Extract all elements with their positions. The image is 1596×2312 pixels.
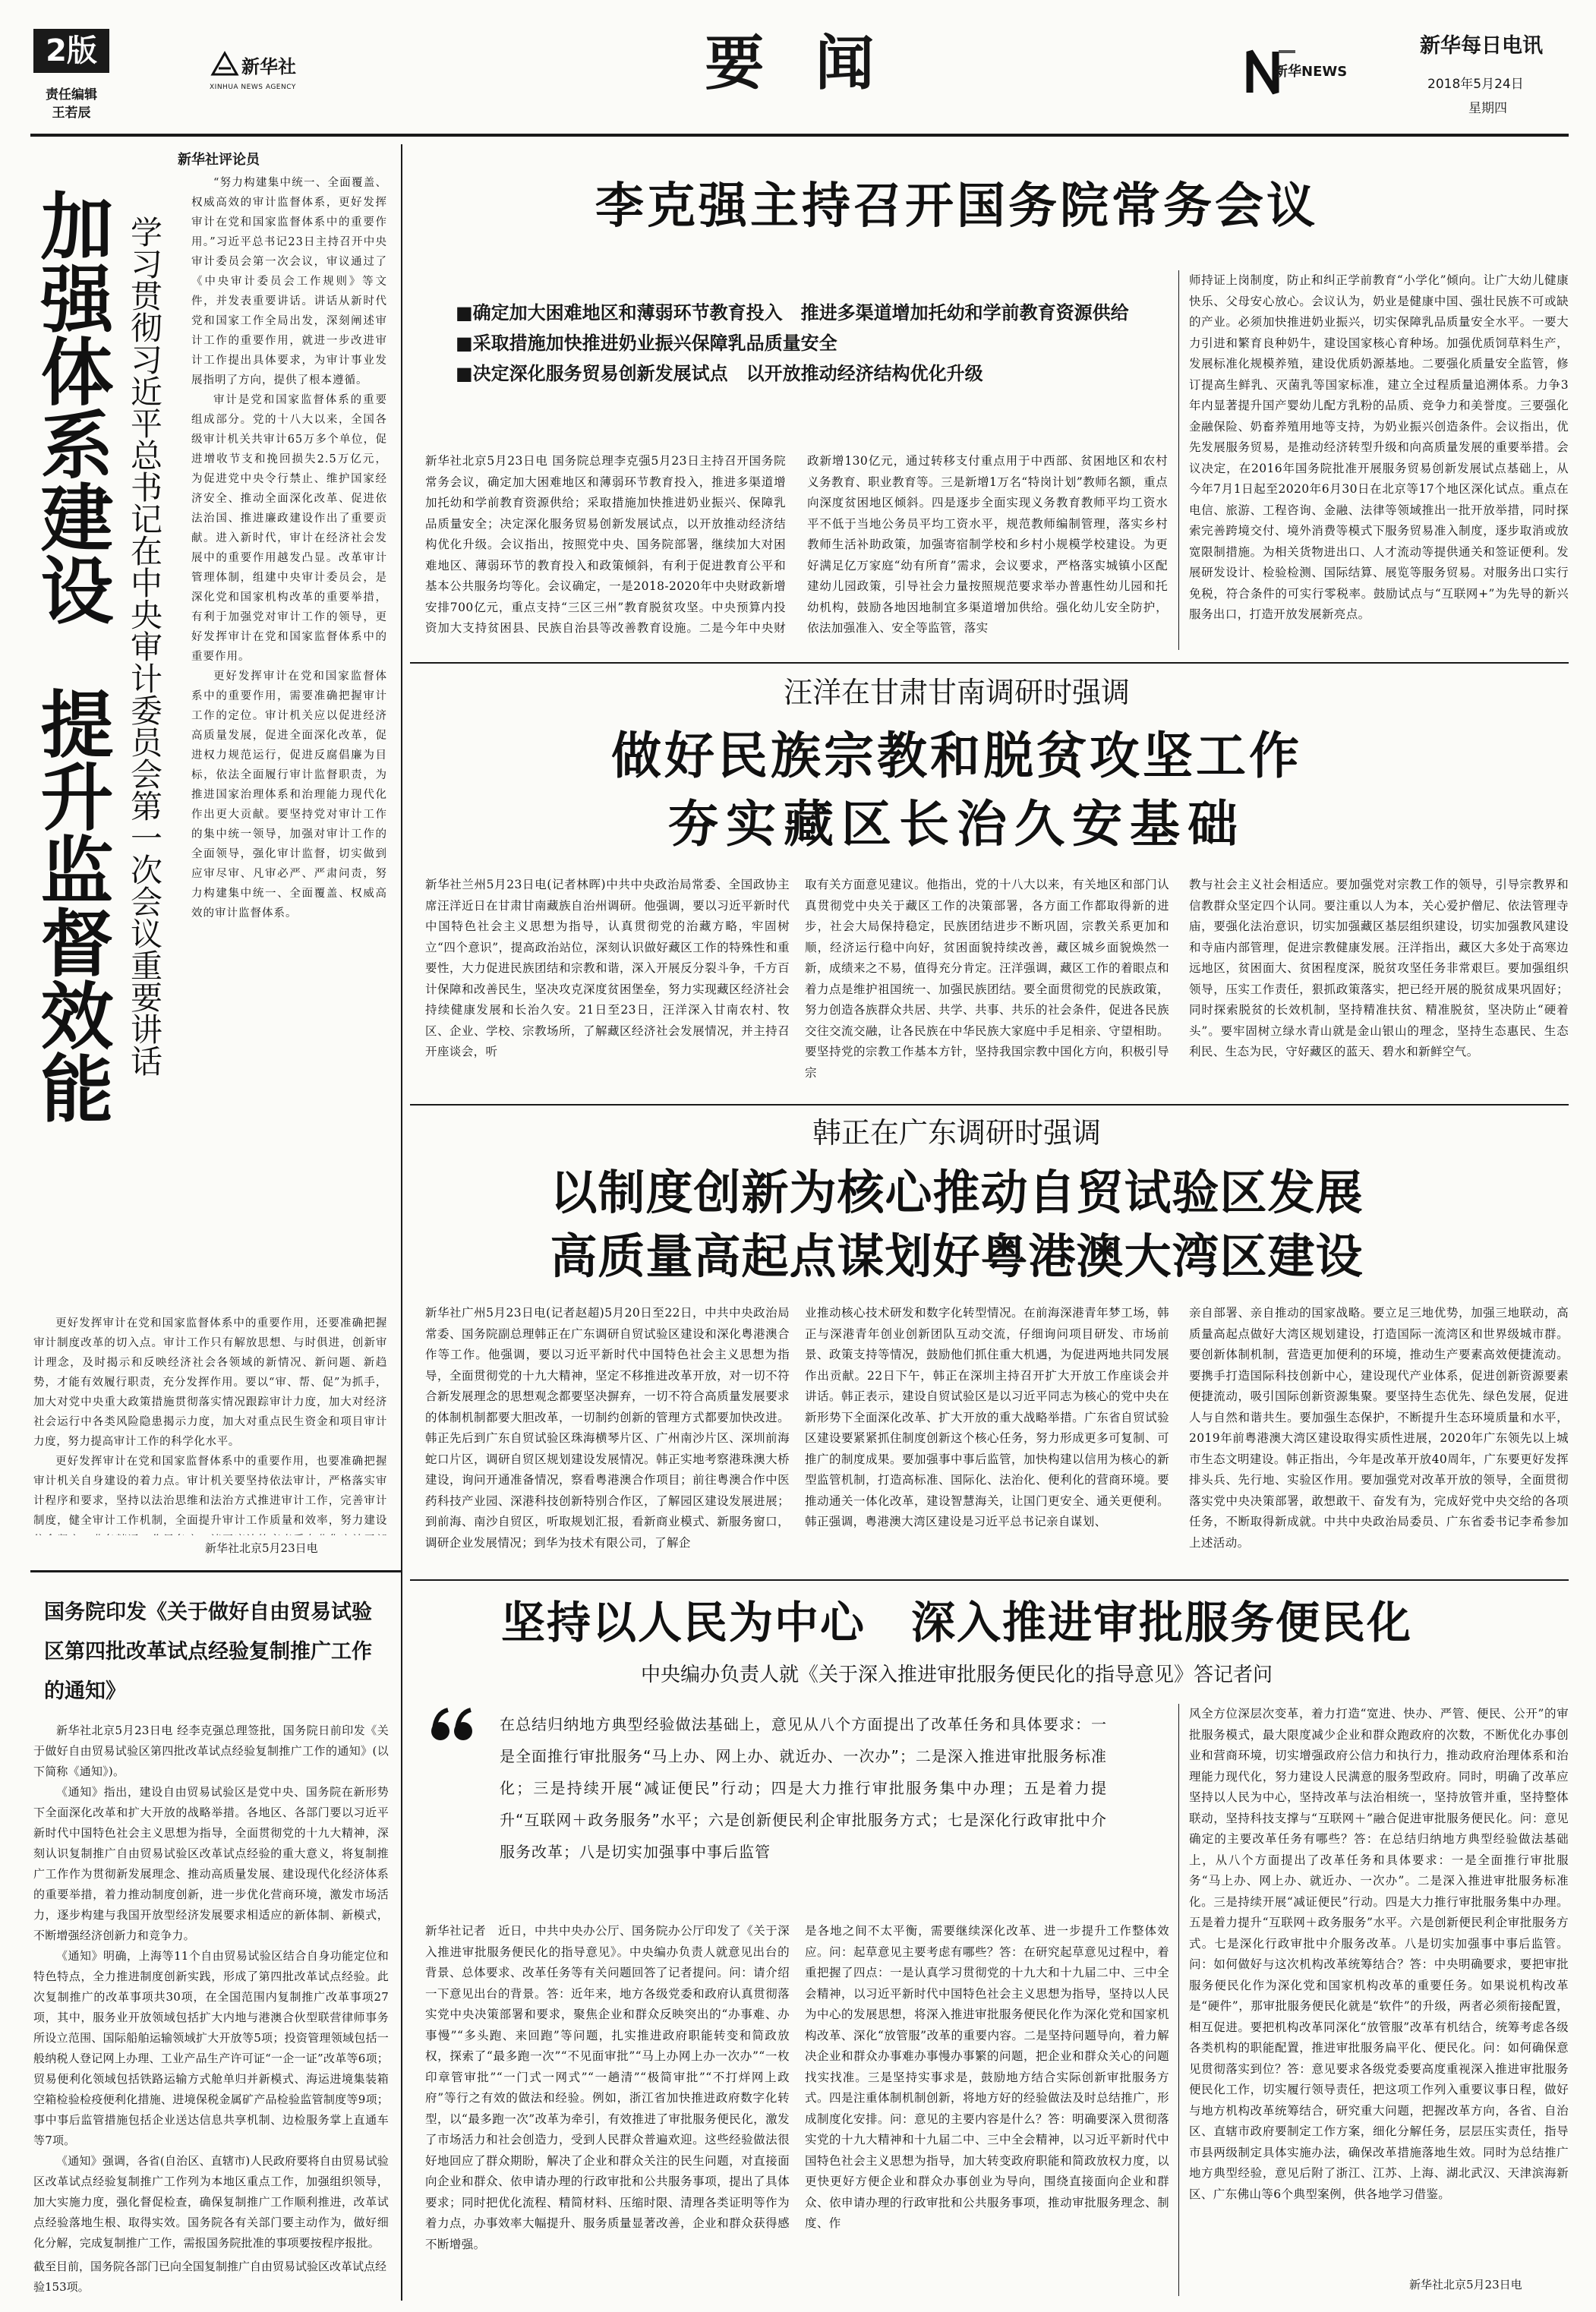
left-divider	[401, 144, 402, 2301]
paragraph: 审计是党和国家监督体系的重要组成部分。党的十八大以来，全国各级审计机关共审计65万多个单位，促进增收节支和挽回损失2.5万亿元，为促进党中央令行禁止、维护国家经济安全、推动全面深化改革、促进依法治国、推进廉政建设作出了重要贡献。进入新时代，审计在经济社会发展中的重要作用越发凸显。改革审计管理体制，组建中央审计委员会，是深化党和国家机构改革的重要举措，有利于加强党对审计工作的领导，更好发挥审计在党和国家监督体系中的重要作用。	[191, 394, 387, 663]
bullet: ■采取措施加快推进奶业振兴保障乳品质量安全	[456, 333, 837, 354]
news-logo-text: 新华NEWS	[1274, 64, 1348, 80]
article4-col2: 是各地之间不太平衡，需要继续深化改革、进一步提升工作整体效应。问：起草意见主要考虑有哪些？答：在研究起草意见过程中，着重把握了四点：一是认真学习贯彻党的十九大和十九届二中、三中全会精神，以习近平新时代中国特色社会主义思想为指导，坚持以人民为中心的发展思想，将深入推进审批服务便民化作为深化党和国家机构改革、深化“放管服”改革的重要内容。二是坚持问题导向，着力解决企业和群众办事难办事慢办事繁的问题，把企业和群众关心的问题找实找准。三是坚持实事求是，鼓励地方结合实际创新审批服务方式。四是注重体制机制创新，将地方好的经验做法及时总结推广，形成制度化安排。问：意见的主要内容是什么？答：明确要深入贯彻落实党的十九大精神和十九届二中、三中全会精神，以习近平新时代中国特色社会主义思想为指导，加大转变政府职能和简政放权力度，以更快更好方便企业和群众办事创业为导向，围绕直接面向企业和群众、依申请办理的行政审批和公共服务事项，推动审批服务理念、制度、作	[805, 1924, 1169, 2230]
article3-col1: 新华社广州5月23日电(记者赵超)5月20日至22日，中共中央政治局常委、国务院副总理韩正在广东调研自贸试验区建设和深化粤港澳合作等工作。他强调，要以习近平新时代中国特色社会主义思想为指导，全面贯彻党的十九大精神，坚定不移推进改革开放，对一切不符合新发展理念的思想观念都要坚决摒弃，一切不符合高质量发展要求的体制机制都要大胆改革，一切制约创新的管理方式都要加快改进。韩正先后到广东自贸试验区珠海横琴片区、广州南沙片区、深圳前海蛇口片区，调研自贸区规划建设发展情况。韩正实地考察港珠澳大桥建设，询问开通准备情况，察看粤港澳合作项目；前往粤澳合作中医药科技产业园、深港科技创新特别合作区，了解园区建设发展进展；到前海、南沙自贸区，听取规划汇报，看新商业模式、新服务窗口，调研企业发展情况；到华为技术有限公司，了解企	[425, 1306, 790, 1550]
article4-col3: 风全方位深层次变革，着力打造“宽进、快办、严管、便民、公开”的审批服务模式，最大限度减少企业和群众跑政府的次数，不断优化办事创业和营商环境，切实增强政府公信力和执行力，推动政府治理体系和治理能力现代化，努力建设人民满意的服务型政府。同时，明确了改革应坚持以人民为中心，坚持改革与法治相统一，坚持放管并重，坚持整体联动，坚持科技支撑与“互联网＋”融合促进审批服务便民化。问：意见确定的主要改革任务有哪些？答：在总结归纳地方典型经验做法基础上，从八个方面提出了改革任务和具体要求：一是全面推行审批服务“马上办、网上办、就近办、一次办”。二是深入推进审批服务标准化。三是持续开展“减证便民”行动。四是大力推行审批服务集中办理。五是着力提升“互联网＋政务服务”水平。六是创新便民利企审批服务方式。七是深化行政审批中介服务改革。八是切实加强事中事后监管。问：如何做好与这次机构改革统筹结合？答：中央明确要求，要把审批服务便民化作为深化党和国家机构改革的重要任务。如果说机构改革是“硬件”，那审批服务便民化就是“软件”的升级，两者必须衔接配置，相互促进。要把机构改革同深化“放管服”改革有机结合，统筹考虑各级各类机构的职能配置，推进审批服务扁平化、便民化。问：如何确保意见贯彻落实到位？答：意见要求各级党委要高度重视深入推进审批服务便民化工作，切实履行领导责任，把这项工作列入重要议事日程，做好与地方机构改革统筹结合，研究重大问题，把握改革方向，各省、自治区、直辖市政府要制定工作方案，细化分解任务，层层压实责任，指导市县两级制定具体实施办法，确保改革措施落地生效。同时为总结推广地方典型经验，意见后附了浙江、江苏、上海、湖北武汉、天津滨海新区、广东佛山等6个典型案例，供各地学习借鉴。	[1189, 1707, 1569, 2201]
article2-rule	[410, 1104, 1569, 1106]
news-logo	[1245, 43, 1348, 111]
paragraph: 《通知》指出，建设自由贸易试验区是党中央、国务院在新形势下全面深化改革和扩大开放的战略举措。各地区、各部门要以习近平新时代中国特色社会主义思想为指导，全面贯彻党的十九大精神，深刻认识复制推广自由贸易试验区改革试点经验的重大意义，将复制推广工作作为贯彻新发展理念、推动高质量发展、建设现代化经济体系的重要举措，着力推动制度创新，进一步优化营商环境，激发市场活力，逐步构建与我国开放型经济发展要求相适应的新体制、新模式，不断增强经济创新力和竞争力。	[33, 1785, 389, 1942]
commentary-byline: 新华社评论员	[178, 152, 260, 168]
article1-title: 李克强主持召开国务院常务会议	[595, 178, 1318, 235]
article4-quote: 在总结归纳地方典型经验做法基础上，意见从八个方面提出了改革任务和具体要求：一是全面推行审批服务“马上办、网上办、就近办、一次办”；二是深入推进审批服务标准化；三是持续开展“减证便民”行动；四是大力推行审批服务集中办理；五是着力提升“互联网＋政务服务”水平；六是创新便民利企审批服务方式；七是深化行政审批中介服务改革；八是切实加强事中事后监管	[500, 1715, 1107, 1861]
article3-kicker: 韩正在广东调研时强调	[812, 1116, 1101, 1150]
article3-col2: 业推动核心技术研发和数字化转型情况。在前海深港青年梦工场，韩正与深港青年创业创新团队互动交流，仔细询问项目研发、市场前景、政策支持等情况，鼓励他们抓住重大机遇，为促进两地共同发展作出贡献。22日下午，韩正在深圳主持召开扩大开放工作座谈会并讲话。韩正表示，建设自贸试验区是以习近平同志为核心的党中央在新形势下全面深化改革、扩大开放的重大战略举措。广东省自贸试验区建设要紧紧抓住制度创新这个核心任务，努力形成更多可复制、可推广的制度成果。要加强事中事后监管，加快构建以信用为核心的新型监管机制，打造高标准、国际化、法治化、便利化的营商环境。要推动通关一体化改革，建设智慧海关，让国门更安全、通关更便利。韩正强调，粤港澳大湾区建设是习近平总书记亲自谋划、	[805, 1306, 1169, 1528]
page-number: 2版	[33, 29, 109, 73]
editor-label: 责任编辑	[46, 87, 97, 103]
article4-col1: 新华社记者 近日，中共中央办公厅、国务院办公厅印发了《关于深入推进审批服务便民化的指导意见》。中央编办负责人就意见出台的背景、总体要求、改革任务等有关问题回答了记者提问。问：请介绍一下意见出台的背景。答：近年来，地方各级党委和政府认真贯彻落实党中央决策部署和要求，聚焦企业和群众反映突出的“办事难、办事慢”“多头跑、来回跑”等问题，扎实推进政府职能转变和简政放权，探索了“最多跑一次”“不见面审批”“马上办网上办一次办”“一枚印章管审批”“一门式一网式”“一趟清”“极简审批”“不打烊网上政府”等行之有效的做法和经验。例如，浙江省加快推进政府数字化转型，以“最多跑一次”改革为牵引，有效推进了审批服务便民化，激发了市场活力和社会创造力，受到人民群众普遍欢迎。这些经验做法很好地回应了群众期盼，解决了企业和群众关注的民生问题，对直接面向企业和群众、依申请办理的行政审批和公共服务事项，提出了具体要求；同时把优化流程、精简材料、压缩时限、清理各类证明等作为着力点，办事效率大幅提升、服务质量显著改善，企业和群众获得感不断增强。	[425, 1924, 790, 2251]
article1-bullets	[456, 298, 1169, 389]
article1-col1: 新华社北京5月23日电 国务院总理李克强5月23日主持召开国务院常务会议，确定加大困难地区和薄弱环节教育投入，推进多渠道增加托幼和学前教育资源供给；采取措施加快推进奶业振兴、保障乳品质量安全；决定深化服务贸易创新发展试点，以开放推动经济结构优化升级。会议指出，按照党中央、国务院部署，继续加大对困难地区、薄弱环节的教育投入和政策倾斜，有利于促进教育公平和基本公共服务均等化。会议确定，一是2018-2020年中央财政新增安排700亿元，重点支持“三区三州”教育脱贫攻坚。中央预算内投资加大支持贫困县、民族自治县等改善教育设施。二是今年中央财政新增130亿元，通过转移支付重点用于中西部、贫困地区和农村义务教育、职业教育等。三是新增1万名“特岗计划”教师名额，重点向深度贫困地区倾斜。四是逐步全面实现义务教育教师平均工资水平不低于当地公务员平均工资水平，规范教师编制管理，落实乡村教师生活补助政策，加强寄宿制学校和乡村小规模学校建设。为更好满足亿万家庭“幼有所育”需求，会议要求，严格落实城镇小区配建幼儿园政策，引导社会力量按照规范要求举办普惠性幼儿园和托幼机构，鼓励各地因地制宜多渠道增加供给。强化幼儿安全防护，依法加强准入、安全等监管，落实	[425, 454, 1168, 635]
article3-title-2: 高质量高起点谋划好粤港澳大湾区建设	[550, 1229, 1364, 1284]
article2-col1: 新华社兰州5月23日电(记者林晖)中共中央政治局常委、全国政协主席汪洋近日在甘肃甘南藏族自治州调研。他强调，要以习近平新时代中国特色社会主义思想为指导，认真贯彻党的治藏方略，牢固树立“四个意识”，提高政治站位，深刻认识做好藏区工作的特殊性和重要性，大力促进民族团结和宗教和谐，深入开展反分裂斗争，千方百计保障和改善民生，坚决攻克深度贫困堡垒，努力实现藏区经济社会持续健康发展和长治久安。21日至23日，汪洋深入甘南农村、牧区、企业、学校、宗教场所，了解藏区经济社会发展情况，并主持召开座谈会，听	[425, 878, 790, 1058]
article1-col2: 师持证上岗制度，防止和纠正学前教育“小学化”倾向。让广大幼儿健康快乐、父母安心放心。会议认为，奶业是健康中国、强壮民族不可或缺的产业。必须加快推进奶业振兴，切实保障乳品质量安全水平。一要大力引进和繁育良种奶牛，建设国家核心育种场。加强优质饲草料生产，发展标准化规模养殖，建设优质奶源基地。二要强化质量安全监管，修订提高生鲜乳、灭菌乳等国家标准，建立全过程质量追溯体系。力争3年内显著提升国产婴幼儿配方乳粉的品质、竞争力和美誉度。三要强化金融保险、奶畜养殖用地等支持，为奶业振兴创造条件。会议指出，优先发展服务贸易，是推动经济转型升级和向高质量发展的重要举措。会议决定，在2016年国务院批准开展服务贸易创新发展试点基础上，从今年7月1日起至2020年6月30日在北京等17个地区深化试点。重点在电信、旅游、工程咨询、金融、法律等领域推出一批开放举措，同时探索完善跨境交付、境外消费等模式下服务贸易准入制度，逐步取消或放宽限制措施。为相关货物进出口、人才流动等提供通关和签证便利。发展研发设计、检验检测、国际结算、展览等服务贸易。对服务出口实行免税，符合条件的可实行零税率。鼓励试点与“互联网+”为先导的新兴服务出口，打造开放发展新亮点。	[1189, 273, 1569, 621]
article4-subtitle: 中央编办负责人就《关于深入推进审批服务便民化的指导意见》答记者问	[640, 1664, 1273, 1686]
article4-title: 坚持以人民为中心 深入推进审批服务便民化	[500, 1597, 1412, 1648]
masthead	[0, 0, 1596, 134]
bullet: ■决定深化服务贸易创新发展试点 以开放推动经济结构优化升级	[456, 363, 983, 384]
article4-column-rule	[1178, 1704, 1179, 2296]
paragraph: 《通知》强调，各省(自治区、直辖市)人民政府要将自由贸易试验区改革试点经验复制推广工作列为本地区重点工作，加强组织领导，加大实施力度，强化督促检查，确保复制推广工作顺利推进，改革试点经验落地生根、取得实效。国务院各有关部门要主动作为，做好细化分解，完成复制推广工作，需报国务院批准的事项要按程序报批。	[33, 2154, 389, 2250]
issue-date: 2018年5月24日	[1427, 77, 1524, 92]
notice-body	[33, 1721, 389, 2252]
article4-signoff: 新华社北京5月23日电	[1409, 2278, 1522, 2291]
paper-name: 新华每日电讯	[1420, 34, 1543, 58]
commentary-title-2: 提升监督效能	[29, 686, 114, 1124]
xinhua-logo	[210, 46, 296, 106]
notice-title: 国务院印发《关于做好自由贸易试验区第四批改革试点经验复制推广工作的通知》	[44, 1601, 372, 1703]
article4-quote-box	[425, 1704, 1169, 1909]
paragraph: 《通知》明确，上海等11个自由贸易试验区结合自身功能定位和特色特点，全力推进制度创新实践，形成了第四批改革试点经验。此次复制推广的改革事项共30项，在全国范围内复制推广改革事项27项，其中，服务业开放领域包括扩大内地与港澳合伙型联营律师事务所设立范围、国际船舶运输领域扩大开放等5项；投资管理领域包括一般纳税人登记网上办理、工业产品生产许可证“一企一证”改革等6项；贸易便利化领域包括铁路运输方式舱单归并新模式、海运进境集装箱空箱检验检疫便利化措施、进境保税金属矿产品检验监管制度等9项；事中事后监管措施包括企业送达信息共享机制、边检服务掌上直通车等7项。	[33, 1949, 389, 2147]
notice-signoff: 截至目前，国务院各部门已向全国复制推广自由贸易试验区改革试点经验153项。	[33, 2260, 387, 2294]
article3-col3: 亲自部署、亲自推动的国家战略。要立足三地优势，加强三地联动，高质量高起点做好大湾区规划建设，打造国际一流湾区和世界级城市群。要创新体制机制，营造更加便利的环境，推动生产要素高效便捷流动。要携手打造国际科技创新中心，建设现代产业体系，促进创新资源要素便捷流动，吸引国际创新资源集聚。要坚持生态优先、绿色发展，促进人与自然和谐共生。要加强生态保护，不断提升生态环境质量和水平，2019年前粤港澳大湾区建设取得实质性进展，2020年广东领先以上城市生态文明建设。韩正指出，今年是改革开放40周年，广东要更好发挥排头兵、先行地、实验区作用。要加强党对改革开放的领导，全面贯彻落实党中央决策部署，敢想敢干、奋发有为，完成好党中央交给的各项任务，不断取得新成就。中共中央政治局委员、广东省委书记李希参加上述活动。	[1189, 1306, 1569, 1550]
left-column-rule	[30, 1570, 401, 1572]
article2-col2: 取有关方面意见建议。他指出，党的十八大以来，有关地区和部门认真贯彻党中央关于藏区工作的决策部署，各方面工作都取得新的进步，社会大局保持稳定，民族团结进步不断巩固，宗教关系更加和顺，经济运行稳中向好，贫困面貌持续改善，藏区城乡面貌焕然一新，成绩来之不易，值得充分肯定。汪洋强调，藏区工作的着眼点和着力点是维护祖国统一、加强民族团结。要全面贯彻党的民族政策，努力创造各族群众共居、共学、共事、共乐的社会条件，促进各民族交往交流交融，让各民族在中华民族大家庭中手足相亲、守望相助。要坚持党的宗教工作基本方针，坚持我国宗教中国化方向，积极引导宗	[805, 878, 1169, 1080]
paragraph: 更好发挥审计在党和国家监督体系中的重要作用，还要准确把握审计制度改革的切入点。审计工作只有解放思想、与时俱进，创新审计理念，及时揭示和反映经济社会各领域的新情况、新问题、新趋势，才能有效履行职责，充分发挥作用。要以“审、帮、促”为抓手，加大对党中央重大政策措施贯彻落实情况跟踪审计力度，加大对经济社会运行中各类风险隐患揭示力度，加大对重点民生资金和项目审计力度，努力提高审计工作的科学化水平。	[33, 1317, 387, 1448]
commentary-subtitle: 学习贯彻习近平总书记在中央审计委员会第一次会议重要讲话	[126, 216, 163, 1077]
article2-kicker: 汪洋在甘肃甘南调研时强调	[783, 676, 1130, 709]
editor-name: 王若辰	[52, 106, 91, 121]
quote-mark-icon	[430, 1707, 477, 1746]
commentary-col2	[33, 1314, 387, 1535]
paragraph: “努力构建集中统一、全面覆盖、权威高效的审计监督体系，更好发挥审计在党和国家监督体系中的重要作用。”习近平总书记23日主持召开中央审计委员会第一次会议，审议通过了《中央审计委员会工作规则》等文件，并发表重要讲话。讲话从新时代党和国家工作全局出发，深刻阐述审计工作的重要作用，就进一步改进审计工作提出具体要求，为审计事业发展指明了方向，提供了根本遵循。	[191, 177, 387, 386]
bullet: ■确定加大困难地区和薄弱环节教育投入 推进多渠道增加托幼和学前教育资源供给	[456, 302, 1129, 323]
section-title: 要 闻	[705, 30, 890, 98]
paragraph: 更好发挥审计在党和国家监督体系中的重要作用，也要准确把握审计机关自身建设的着力点。审计机关要坚持依法审计，严格落实审计程序和要求，坚持以法治思维和法治方式推进审计工作，完善审计制度，健全审计工作机制，全面提升审计工作质量和效率，努力建设	[33, 1456, 387, 1527]
article2-title-2: 夯实藏区长治久安基础	[668, 795, 1245, 853]
article2-col3: 教与社会主义社会相适应。要加强党对宗教工作的领导，引导宗教界和信教群众坚定四个认同。要注重以人为本，关心爱护僧尼、依法管理寺庙，要强化法治意识，切实加强藏区基层组织建设，切实加强教风建设和寺庙内部管理，促进宗教健康发展。汪洋指出，藏区大多处于高寒边远地区，贫困面大、贫困程度深，脱贫攻坚任务非常艰巨。要加强组织领导，压实工作责任，狠抓政策落实，把已经开展的脱贫成果巩固好；同时探索脱贫的长效机制，坚持精准扶贫、精准脱贫，坚决防止“硬着头”。要牢固树立绿水青山就是金山银山的理念，坚持生态惠民、生态利民、生态为民，守好藏区的蓝天、碧水和新鲜空气。	[1189, 878, 1569, 1058]
masthead-rule	[30, 134, 1569, 137]
issue-weekday: 星期四	[1468, 101, 1507, 116]
paragraph: 更好发挥审计在党和国家监督体系中的重要作用，需要准确把握审计工作的定位。审计机关应以促进经济高质量发展，促进全面深化改革，促进权力规范运行，促进反腐倡廉为目标，依法全面履行审计监督职责，为推进国家治理体系和治理能力现代化作出更大贡献。要坚持党对审计工作的集中统一领导，加强对审计工作的全面领导，强化审计监督，切实做到应审尽审、凡审必严、严肃问责，努力构建集中统一、全面覆盖、权威高效的审计监督体系。	[191, 670, 387, 919]
xinhua-logo-sub: XINHUA NEWS AGENCY	[210, 84, 296, 91]
commentary-signoff: 新华社北京5月23日电	[205, 1541, 318, 1555]
paragraph: 新华社北京5月23日电 经李克强总理签批，国务院日前印发《关于做好自由贸易试验区第四批改革试点经验复制推广工作的通知》(以下简称《通知》)。	[33, 1724, 389, 1778]
article3-title-1: 以制度创新为核心推动自贸试验区发展	[550, 1165, 1364, 1220]
xinhua-logo-text: 新华社	[241, 55, 296, 77]
commentary-col1	[191, 173, 387, 1303]
commentary-title-1: 加强体系建设	[29, 188, 114, 626]
article1-column-rule	[1178, 270, 1179, 650]
xinhua-emblem-icon	[210, 49, 240, 79]
article3-rule	[410, 1579, 1569, 1581]
article2-title-1: 做好民族宗教和脱贫攻坚工作	[611, 727, 1302, 785]
article1-rule	[410, 662, 1569, 664]
